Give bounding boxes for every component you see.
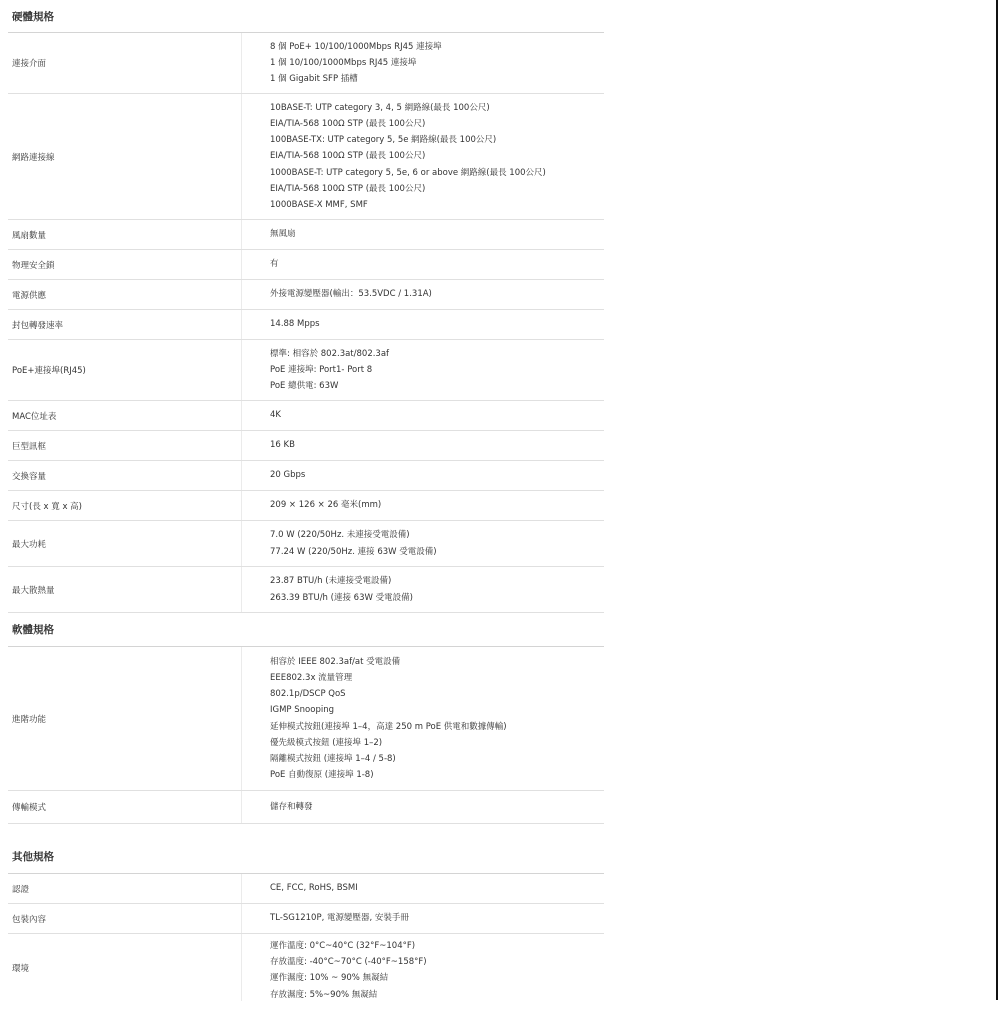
spec-value-line: CE, FCC, RoHS, BSMI [270,883,358,894]
spec-label: 交換容量 [8,461,242,490]
spec-value-line: 優先級模式按鈕 (連接埠 1–2) [270,737,383,748]
spec-value [242,280,604,309]
spec-value-line: 4K [270,410,281,421]
spec-value [242,250,604,279]
spec-label: 物理安全鎖 [8,250,242,279]
spec-value-line: 存放溫度: -40°C~70°C (-40°F~158°F) [270,957,427,968]
spec-value [242,874,604,903]
spec-row-package [8,904,604,934]
spec-value [242,904,604,933]
spec-value-line: EIA/TIA-568 100Ω STP (最長 100公尺) [270,118,426,129]
spec-value-line: 100BASE-TX: UTP category 5, 5e 網路線(最長 100公尺) [270,135,497,146]
section-title-hardware: 硬體規格 [8,0,604,33]
spec-value-line: 7.0 W (220/50Hz. 未連接受電設備) [270,530,410,541]
spec-value-line: 無風扇 [270,229,296,240]
spec-row-capacity [8,461,604,491]
spec-value [242,491,604,520]
spec-value-line: 263.39 BTU/h (連接 63W 受電設備) [270,592,413,603]
spec-value [242,94,604,219]
spec-value-line: 20 Gbps [270,470,306,481]
spec-label: 網路連接線 [8,94,242,219]
spec-value-line: 運作濕度: 10% ~ 90% 無凝結 [270,973,389,984]
spec-row-jumbo [8,431,604,461]
spec-row-environment [8,934,604,1009]
spec-label: 包裝內容 [8,904,242,933]
spec-value-line: PoE 自動復原 (連接埠 1-8) [270,770,374,781]
spec-value-line: 延伸模式按鈕(連接埠 1–4，高達 250 m PoE 供電和數據傳輸) [270,721,507,732]
spec-value [242,33,604,93]
spec-value-line: 1000BASE-T: UTP category 5, 5e, 6 or above 網路線(最長 100公尺) [270,167,546,178]
spec-label: PoE+連接埠(RJ45) [8,340,242,400]
spec-value-line: 1000BASE-X MMF, SMF [270,200,368,210]
spec-label: 風扇數量 [8,220,242,249]
spec-value-line: 相容於 IEEE 802.3af/at 受電設備 [270,656,401,667]
spec-value [242,567,604,612]
spec-value-line: TL-SG1210P, 電源變壓器, 安裝手冊 [270,913,409,924]
spec-value-line: PoE 總供電: 63W [270,381,339,392]
spec-value-line: 209 × 126 × 26 毫米(mm) [270,500,382,511]
spec-row-certification [8,874,604,904]
spec-row-power [8,280,604,310]
spec-value-line: 標準: 相容於 802.3at/802.3af [270,348,390,359]
spec-label: 傳輸模式 [8,791,242,823]
spec-value-line: 77.24 W (220/50Hz. 連接 63W 受電設備) [270,546,437,557]
spec-value [242,647,604,790]
spec-value-line: EIA/TIA-568 100Ω STP (最長 100公尺) [270,183,426,194]
section-title-other: 其他規格 [8,824,604,874]
spec-row-advanced [8,647,604,791]
spec-value-line: EIA/TIA-568 100Ω STP (最長 100公尺) [270,151,426,162]
spec-label: 連接介面 [8,33,242,93]
spec-value [242,401,604,430]
spec-value-line: 外接電源變壓器(輸出：53.5VDC / 1.31A) [270,289,432,300]
spec-value-line: 10BASE-T: UTP category 3, 4, 5 網路線(最長 100公尺) [270,102,490,113]
spec-value-line: 運作溫度: 0°C~40°C (32°F~104°F) [270,941,416,951]
spec-value [242,340,604,400]
spec-row-dimensions [8,491,604,521]
spec-row-mac [8,401,604,431]
spec-value [242,461,604,490]
section-title-software: 軟體規格 [8,613,604,647]
spec-value [242,791,604,823]
spec-value-line: EEE802.3x 流量管理 [270,672,353,683]
spec-label: 電源供應 [8,280,242,309]
spec-value-line: IGMP Snooping [270,705,334,716]
spec-label: MAC位址表 [8,401,242,430]
spec-value-line: 有 [270,259,279,270]
spec-value [242,431,604,460]
spec-value-line: 14.88 Mpps [270,319,320,330]
spec-value [242,521,604,566]
spec-label: 進階功能 [8,647,242,790]
spec-row-poe [8,340,604,401]
spec-value-line: 802.1p/DSCP QoS [270,689,346,700]
spec-value-line: 1 個 10/100/1000Mbps RJ45 連接埠 [270,57,417,68]
spec-row-max-power [8,521,604,567]
spec-value-line: 隔離模式按鈕 (連接埠 1–4 / 5-8) [270,753,396,764]
spec-value [242,220,604,249]
spec-value-line: 儲存和轉發 [270,801,313,812]
spec-value-line: 存放濕度: 5%~90% 無凝結 [270,989,378,1000]
spec-value-line: 8 個 PoE+ 10/100/1000Mbps RJ45 連接埠 [270,41,442,52]
spec-value-line: PoE 連接埠: Port1- Port 8 [270,364,373,375]
spec-label: 最大散熱量 [8,567,242,612]
spec-value [242,310,604,339]
spec-row-heat [8,567,604,613]
spec-label: 環境 [8,934,242,1001]
spec-label: 最大功耗 [8,521,242,566]
page-right-border [996,0,998,1000]
spec-label: 巨型訊框 [8,431,242,460]
spec-label: 尺寸(長 x 寬 x 高) [8,491,242,520]
spec-table [8,0,604,1009]
spec-row-fan [8,220,604,250]
spec-value-line: 1 個 Gigabit SFP 插槽 [270,74,358,85]
spec-value [242,934,604,1003]
spec-row-interface [8,33,604,94]
spec-row-forwarding [8,310,604,340]
spec-row-lock [8,250,604,280]
spec-row-transfer-mode [8,791,604,824]
spec-value-line: 23.87 BTU/h (未連接受電設備) [270,576,392,587]
spec-label: 認證 [8,874,242,903]
spec-label: 封包轉發速率 [8,310,242,339]
spec-value-line: 16 KB [270,440,295,451]
spec-row-cable [8,94,604,220]
